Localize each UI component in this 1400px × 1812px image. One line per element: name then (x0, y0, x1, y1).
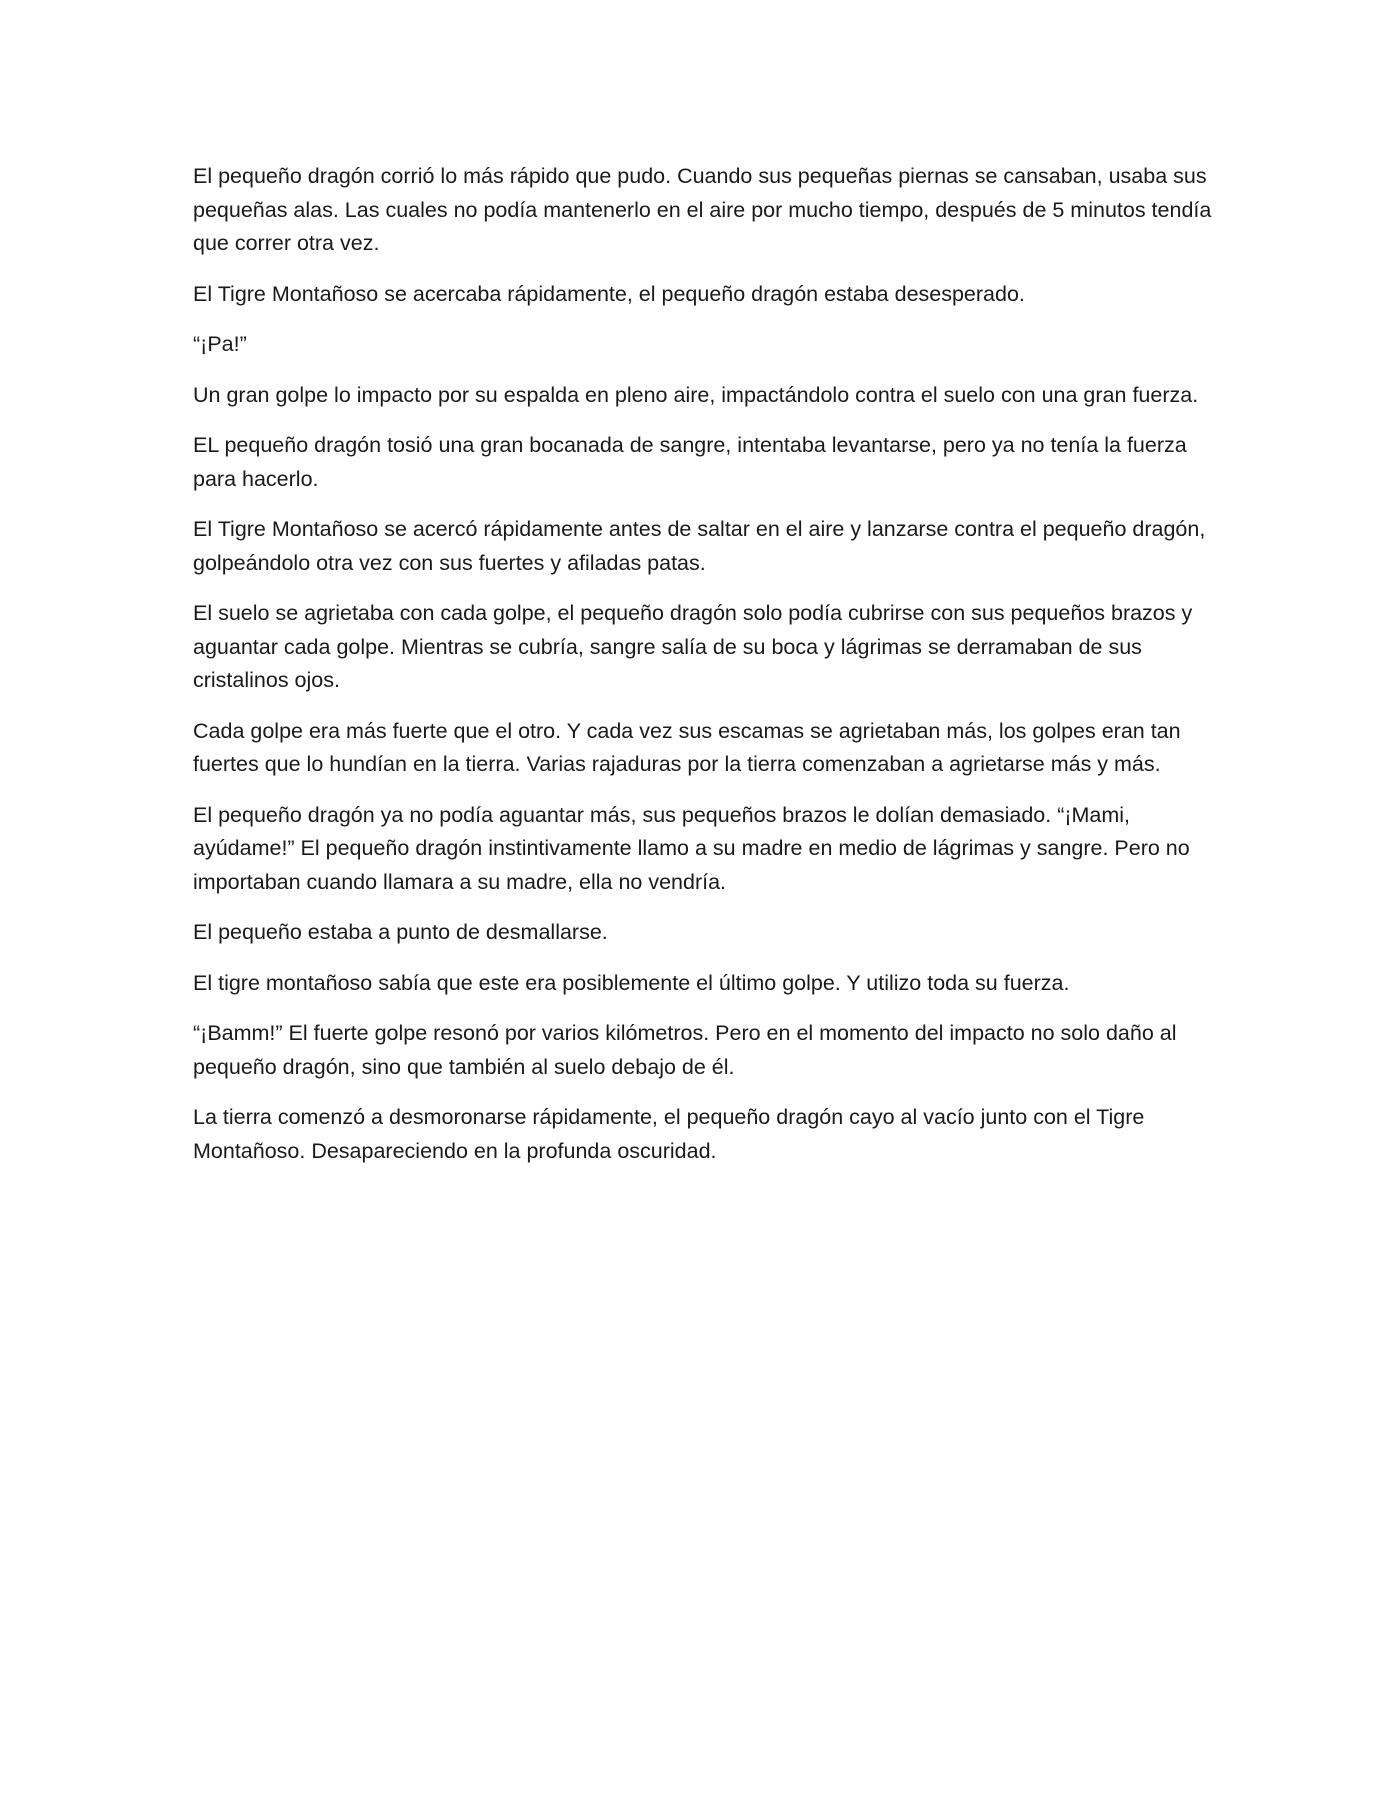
paragraph-9: El pequeño dragón ya no podía aguantar más, sus pequeños brazos le dolían demasiado. “¡Mami, ayúdame!” El pequeño dragón instintivamente llamo a su madre en medio de lágrimas y sangre. Pero no importaban cuando llamara a su madre, ella no vendría. (193, 802, 1190, 894)
paragraph-5: EL pequeño dragón tosió una gran bocanada de sangre, intentaba levantarse, pero ya no tenía la fuerza para hacerlo. (193, 433, 1187, 491)
paragraph-11: El tigre montañoso sabía que este era posiblemente el último golpe. Y utilizo toda su fuerza. (193, 970, 1070, 995)
paragraph-3: “¡Pa!” (193, 332, 247, 356)
paragraph-7: El suelo se agrietaba con cada golpe, el pequeño dragón solo podía cubrirse con sus pequeños brazos y aguantar cada golpe. Mientras se cubría, sangre salía de su boca y lágrimas se derramaban de sus cristalinos ojos. (193, 601, 1193, 692)
paragraph-13: La tierra comenzó a desmoronarse rápidamente, el pequeño dragón cayo al vacío junto con el Tigre Montañoso. Desapareciendo en la profunda oscuridad. (193, 1105, 1145, 1163)
paragraph-12: “¡Bamm!” El fuerte golpe resonó por varios kilómetros. Pero en el momento del impacto no solo daño al pequeño dragón, sino que también al suelo debajo de él. (193, 1021, 1177, 1079)
paragraph-4: Un gran golpe lo impacto por su espalda en pleno aire, impactándolo contra el suelo con una gran fuerza. (193, 382, 1199, 407)
document-body (193, 160, 1213, 1185)
paragraph-6: El Tigre Montañoso se acercó rápidamente antes de saltar en el aire y lanzarse contra el pequeño dragón, golpeándolo otra vez con sus fuertes y afiladas patas. (193, 517, 1206, 575)
paragraph-8: Cada golpe era más fuerte que el otro. Y cada vez sus escamas se agrietaban más, los golpes eran tan fuertes que lo hundían en la tierra. Varias rajaduras por la tierra comenzaban a agrietarse más y más. (193, 718, 1181, 776)
paragraph-10: El pequeño estaba a punto de desmallarse. (193, 920, 608, 944)
paragraph-2: El Tigre Montañoso se acercaba rápidamente, el pequeño dragón estaba desesperado. (193, 281, 1025, 306)
paragraph-1: El pequeño dragón corrió lo más rápido que pudo. Cuando sus pequeñas piernas se cansaban, usaba sus pequeñas alas. Las cuales no podía mantenerlo en el aire por mucho tiempo, después de 5 minutos tendía que correr otra vez. (193, 164, 1212, 255)
